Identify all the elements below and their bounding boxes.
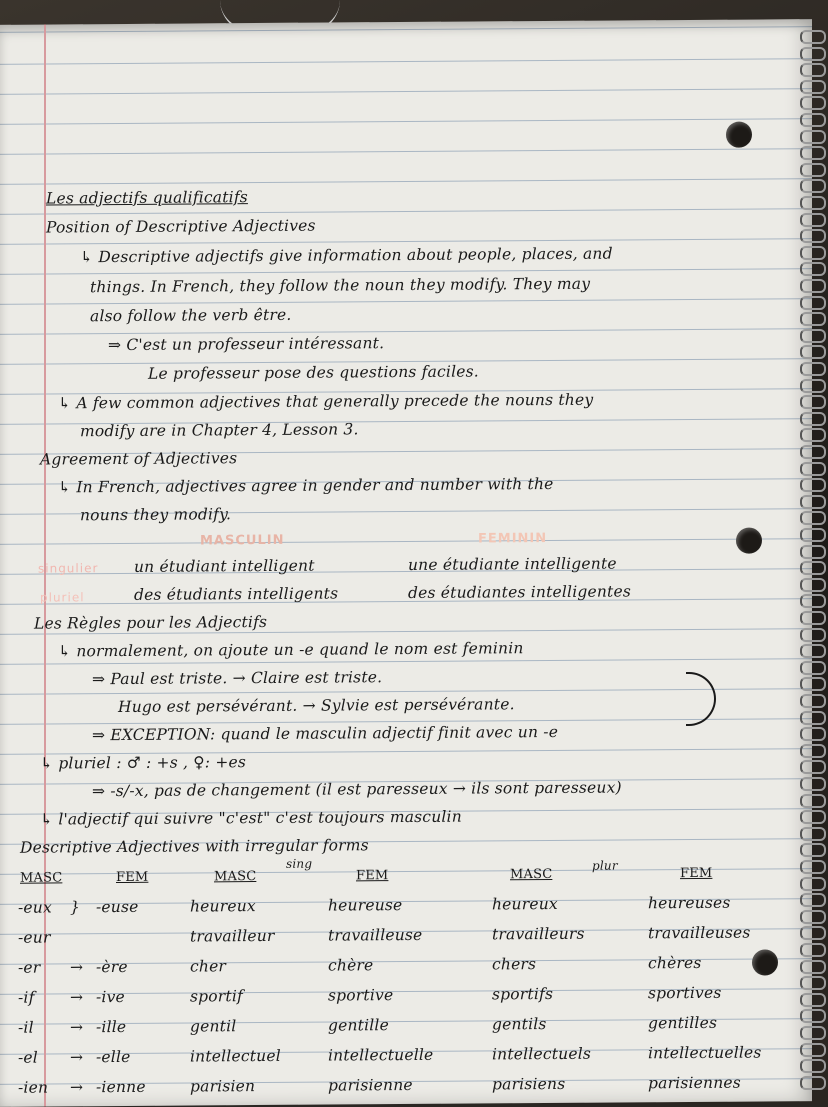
irregular-row-ending-fem: -ienne bbox=[96, 1077, 146, 1097]
section2-bullet-line2: nouns they modify. bbox=[80, 505, 232, 525]
spiral-coil bbox=[800, 1009, 826, 1023]
spiral-coil bbox=[800, 943, 826, 957]
spiral-coil bbox=[800, 561, 826, 575]
spiral-coil bbox=[800, 495, 826, 509]
header-fem: FEM bbox=[116, 869, 149, 886]
spiral-coil bbox=[800, 528, 826, 542]
irregular-row-sing-masc: heureux bbox=[190, 897, 256, 916]
spiral-coil bbox=[800, 196, 826, 210]
spiral-coil bbox=[800, 910, 826, 924]
agreement-row1-masc: un étudiant intelligent bbox=[134, 556, 315, 576]
section2-heading: Agreement of Adjectives bbox=[40, 449, 238, 469]
spiral-coil bbox=[800, 677, 826, 691]
agreement-row2-fem: des étudiantes intelligentes bbox=[408, 582, 631, 602]
spiral-coil bbox=[800, 30, 826, 44]
spiral-coil bbox=[800, 727, 826, 741]
curved-arrow-icon bbox=[686, 672, 716, 726]
sing-label: sing bbox=[286, 856, 313, 871]
rule2-example: ⇒ -s/-x, pas de changement (il est paresseux → ils sont paresseux) bbox=[92, 778, 622, 801]
irregular-row-sing-fem: heureuse bbox=[328, 896, 403, 915]
spiral-coil bbox=[800, 1059, 826, 1073]
irregular-row-ending-masc: -eux bbox=[18, 898, 52, 917]
spiral-coil bbox=[800, 279, 826, 293]
irregular-row-plur-fem: travailleuses bbox=[648, 923, 751, 943]
spiral-coil bbox=[800, 262, 826, 276]
irregular-row-ending-fem: -ive bbox=[96, 987, 125, 1007]
spiral-coil bbox=[800, 777, 826, 791]
irregular-row-sing-fem: travailleuse bbox=[328, 925, 423, 945]
plur-label: plur bbox=[592, 858, 618, 873]
header-plur-masc: MASC bbox=[510, 866, 553, 883]
spiral-coil bbox=[800, 1026, 826, 1040]
irregular-row-plur-fem: gentilles bbox=[648, 1013, 718, 1033]
irregular-row-ending-arrow: → bbox=[70, 1018, 84, 1037]
spiral-coil bbox=[800, 511, 826, 525]
section1-example1: ⇒ C'est un professeur intéressant. bbox=[108, 334, 385, 355]
punch-hole-bottom bbox=[752, 949, 778, 975]
rule1-exception: ⇒ EXCEPTION: quand le masculin adjectif finit avec un -e bbox=[92, 722, 559, 745]
header-plur-fem: FEM bbox=[680, 865, 713, 882]
spiral-coil bbox=[800, 478, 826, 492]
irregular-row-sing-masc: cher bbox=[190, 957, 227, 976]
spiral-coil bbox=[800, 1076, 826, 1090]
spiral-coil bbox=[800, 611, 826, 625]
feminin-label: FEMININ bbox=[478, 531, 548, 547]
agreement-row1-fem: une étudiante intelligente bbox=[408, 554, 617, 574]
irregular-row-plur-masc: intellectuels bbox=[492, 1044, 592, 1064]
spiral-coil bbox=[800, 843, 826, 857]
spiral-coil bbox=[800, 213, 826, 227]
irregular-row-ending-fem: -ère bbox=[96, 957, 128, 977]
spiral-coil bbox=[800, 395, 826, 409]
irregular-row-plur-masc: chers bbox=[492, 955, 537, 974]
spiral-coil bbox=[800, 146, 826, 160]
rule1-example1: ⇒ Paul est triste. → Claire est triste. bbox=[92, 668, 383, 689]
header-sing-masc: MASC bbox=[214, 869, 257, 885]
irregular-row-plur-masc: gentils bbox=[492, 1015, 547, 1034]
irregular-row-sing-fem: sportive bbox=[328, 986, 394, 1005]
irregular-row-ending-arrow: → bbox=[70, 988, 84, 1007]
spiral-coil bbox=[800, 860, 826, 874]
irregular-row-ending-arrow: → bbox=[70, 1078, 84, 1097]
spiral-coil bbox=[800, 993, 826, 1007]
spiral-coil bbox=[800, 578, 826, 592]
irregular-row-sing-fem: parisienne bbox=[328, 1075, 413, 1095]
spiral-coil bbox=[800, 794, 826, 808]
spiral-coil bbox=[800, 744, 826, 758]
spiral-coil bbox=[800, 246, 826, 260]
irregular-row-ending-masc: -il bbox=[18, 1018, 34, 1037]
spiral-coil bbox=[800, 445, 826, 459]
section4-heading: Descriptive Adjectives with irregular forms bbox=[20, 836, 369, 857]
spiral-coil bbox=[800, 893, 826, 907]
spiral-coil bbox=[800, 827, 826, 841]
irregular-row-sing-fem: gentille bbox=[328, 1016, 389, 1035]
spiral-coil bbox=[800, 711, 826, 725]
irregular-row-ending-arrow: → bbox=[70, 1048, 84, 1067]
section3-heading: Les Règles pour les Adjectifs bbox=[34, 612, 268, 633]
spiral-coil bbox=[800, 810, 826, 824]
irregular-row-plur-fem: intellectuelles bbox=[648, 1043, 762, 1063]
irregular-row-ending-masc: -ien bbox=[18, 1078, 49, 1097]
spiral-coil bbox=[800, 926, 826, 940]
spiral-coil bbox=[800, 362, 826, 376]
spiral-coil bbox=[800, 80, 826, 94]
spiral-coil bbox=[800, 163, 826, 177]
spiral-coil bbox=[800, 130, 826, 144]
irregular-row-plur-masc: travailleurs bbox=[492, 924, 585, 944]
irregular-row-sing-fem: chère bbox=[328, 956, 374, 975]
rule2: ↳ pluriel : ♂ : +s , ♀: +es bbox=[40, 753, 247, 773]
spiral-binding bbox=[802, 30, 828, 1104]
spiral-coil bbox=[800, 412, 826, 426]
section1-bullet2-line2: modify are in Chapter 4, Lesson 3. bbox=[80, 420, 359, 441]
section1-example2: Le professeur pose des questions faciles. bbox=[148, 362, 479, 383]
spiral-coil bbox=[800, 1043, 826, 1057]
spiral-coil bbox=[800, 296, 826, 310]
spiral-coil bbox=[800, 329, 826, 343]
rule3: ↳ l'adjectif qui suivre "c'est" c'est toujours masculin bbox=[40, 807, 462, 829]
singulier-label: singulier bbox=[38, 561, 99, 576]
spiral-coil bbox=[800, 694, 826, 708]
irregular-row-ending-masc: -er bbox=[18, 958, 41, 977]
irregular-row-ending-masc: -el bbox=[18, 1048, 38, 1067]
section1-bullet1-line1: ↳ Descriptive adjectifs give information about people, places, and bbox=[80, 244, 613, 267]
header-sing-fem: FEM bbox=[356, 868, 389, 884]
irregular-row-sing-masc: intellectuel bbox=[190, 1046, 281, 1066]
irregular-row-ending-arrow: → bbox=[70, 958, 84, 977]
spiral-coil bbox=[800, 345, 826, 359]
spiral-coil bbox=[800, 960, 826, 974]
notebook-page bbox=[0, 19, 812, 1107]
spiral-coil bbox=[800, 63, 826, 77]
irregular-row-plur-fem: parisiennes bbox=[648, 1073, 741, 1093]
spiral-coil bbox=[800, 179, 826, 193]
spiral-coil bbox=[800, 312, 826, 326]
irregular-row-plur-masc: heureux bbox=[492, 894, 558, 914]
masculin-label: MASCULIN bbox=[200, 532, 285, 549]
header-masc: MASC bbox=[20, 870, 63, 886]
section1-bullet1-line2: things. In French, they follow the noun they modify. They may bbox=[90, 274, 591, 297]
rule1-example2: Hugo est persévérant. → Sylvie est persévérante. bbox=[118, 695, 515, 717]
irregular-row-plur-fem: heureuses bbox=[648, 893, 731, 913]
irregular-row-ending-masc: -eur bbox=[18, 928, 51, 947]
section1-bullet2-line1: ↳ A few common adjectives that generally precede the nouns they bbox=[58, 390, 594, 413]
punch-hole-middle bbox=[736, 528, 762, 554]
spiral-coil bbox=[800, 379, 826, 393]
irregular-row-ending-fem: -ille bbox=[96, 1017, 127, 1037]
spiral-coil bbox=[800, 545, 826, 559]
irregular-row-plur-fem: sportives bbox=[648, 983, 722, 1003]
section1-bullet1-line3: also follow the verb être. bbox=[90, 305, 292, 326]
irregular-row-plur-masc: sportifs bbox=[492, 984, 554, 1004]
irregular-row-sing-masc: travailleur bbox=[190, 926, 275, 946]
irregular-row-sing-fem: intellectuelle bbox=[328, 1045, 434, 1065]
irregular-row-ending-masc: -if bbox=[18, 988, 35, 1007]
spiral-coil bbox=[800, 96, 826, 110]
section2-bullet-line1: ↳ In French, adjectives agree in gender and number with the bbox=[58, 474, 554, 497]
agreement-row2-masc: des étudiants intelligents bbox=[134, 584, 339, 604]
section1-heading: Position of Descriptive Adjectives bbox=[46, 216, 316, 237]
spiral-coil bbox=[800, 594, 826, 608]
spiral-coil bbox=[800, 644, 826, 658]
spiral-coil bbox=[800, 229, 826, 243]
irregular-row-plur-fem: chères bbox=[648, 953, 702, 973]
spiral-coil bbox=[800, 47, 826, 61]
spiral-coil bbox=[800, 760, 826, 774]
rule1: ↳ normalement, on ajoute un -e quand le nom est feminin bbox=[58, 639, 524, 661]
spiral-coil bbox=[800, 428, 826, 442]
irregular-row-sing-masc: gentil bbox=[190, 1017, 237, 1036]
page-title: Les adjectifs qualificatifs bbox=[46, 188, 248, 208]
spiral-coil bbox=[800, 113, 826, 127]
spiral-coil bbox=[800, 661, 826, 675]
irregular-row-sing-masc: sportif bbox=[190, 987, 243, 1006]
punch-hole-top bbox=[726, 122, 752, 148]
irregular-row-ending-fem: -elle bbox=[96, 1047, 131, 1067]
spiral-coil bbox=[800, 976, 826, 990]
irregular-row-plur-masc: parisiens bbox=[492, 1074, 566, 1094]
pluriel-label: pluriel bbox=[40, 590, 85, 605]
spiral-coil bbox=[800, 628, 826, 642]
irregular-row-ending-arrow: } bbox=[70, 898, 81, 917]
spiral-coil bbox=[800, 877, 826, 891]
irregular-row-ending-fem: -euse bbox=[96, 897, 139, 917]
irregular-row-sing-masc: parisien bbox=[190, 1077, 256, 1096]
spiral-coil bbox=[800, 462, 826, 476]
